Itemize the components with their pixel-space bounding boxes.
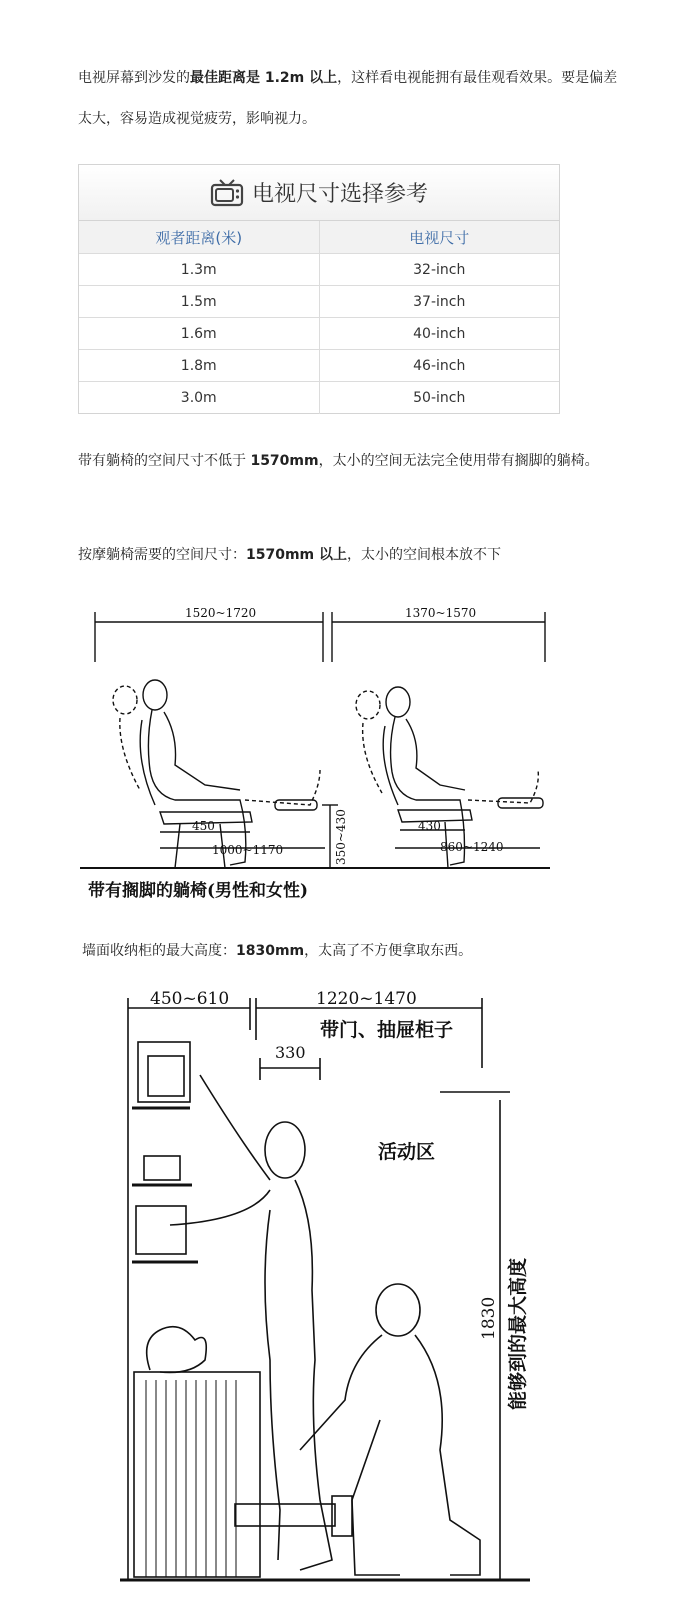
table-row [79, 382, 559, 414]
cell-distance: 1.3m [180, 261, 217, 278]
table-row [79, 254, 559, 286]
cell-distance: 1.8m [180, 357, 217, 374]
massage-text-2: ，太小的空间根本放不下 [347, 547, 502, 563]
cell-distance: 1.5m [180, 293, 217, 310]
cell-size: 40-inch [319, 318, 560, 349]
cabinet-text-2: ，太高了不方便拿取东西。 [304, 943, 473, 959]
height-dim: 350~430 [334, 809, 348, 865]
dim-height-1830: 1830 [479, 1296, 499, 1340]
dim-330: 330 [275, 1043, 306, 1062]
cell-size: 46-inch [319, 350, 560, 381]
cell-size: 37-inch [319, 286, 560, 317]
table-row [79, 350, 559, 382]
cabinet-label: 带门、抽屉柜子 [320, 1019, 454, 1041]
recliner-text-2: ，太小的空间无法完全使用带有搁脚的躺椅。 [318, 453, 599, 469]
cell-size: 50-inch [319, 382, 560, 414]
header-distance: 观者距离(米) [155, 228, 243, 247]
table-title-text: 电视尺寸选择参考 [251, 182, 428, 207]
recliner-paragraph [78, 441, 618, 482]
seat-width-left: 450 [192, 819, 215, 833]
intro-text-2: ，这样看电视能拥有最佳观看效果。要是偏差太大，容易造成视觉疲劳，影响视力。 [78, 70, 618, 127]
tv-icon [210, 178, 244, 208]
tv-size-table [78, 164, 560, 414]
massage-paragraph [78, 535, 618, 576]
recliner-text-1: 带有躺椅的空间尺寸不低于 [78, 453, 251, 469]
dim-right-width: 1370~1570 [405, 606, 477, 620]
dim-cabinet-depth: 450~610 [150, 989, 230, 1009]
table-header-row [79, 221, 559, 254]
cell-size: 32-inch [319, 254, 560, 285]
recliner-diagram [80, 600, 560, 910]
cabinet-bold: 1830mm [236, 943, 305, 959]
recliner-bold: 1570mm [250, 453, 319, 469]
header-size: 电视尺寸 [319, 221, 560, 253]
massage-bold: 1570mm 以上 [246, 547, 348, 563]
reach-label: 能够到的最大高度 [507, 1257, 529, 1410]
dim-active-zone: 1220~1470 [316, 989, 417, 1009]
intro-text-1: 电视屏幕到沙发的 [78, 70, 190, 86]
intro-bold: 最佳距离是 1.2m 以上 [190, 70, 338, 86]
depth-right: 860~1240 [440, 840, 504, 854]
intro-paragraph [78, 58, 618, 140]
cabinet-diagram [120, 980, 540, 1590]
table-row [79, 318, 559, 350]
dim-left-width: 1520~1720 [185, 606, 257, 620]
table-row [79, 286, 559, 318]
massage-text-1: 按摩躺椅需要的空间尺寸： [78, 547, 246, 563]
cell-distance: 1.6m [180, 325, 217, 342]
depth-left: 1000~1170 [212, 843, 284, 857]
cell-distance: 3.0m [180, 390, 217, 406]
recliner-caption: 带有搁脚的躺椅(男性和女性) [88, 881, 309, 901]
cabinet-paragraph [82, 931, 622, 972]
table-title [79, 165, 559, 221]
zone-label: 活动区 [378, 1141, 436, 1163]
seat-width-right: 430 [418, 819, 441, 833]
cabinet-text-1: 墙面收纳柜的最大高度： [82, 943, 236, 959]
